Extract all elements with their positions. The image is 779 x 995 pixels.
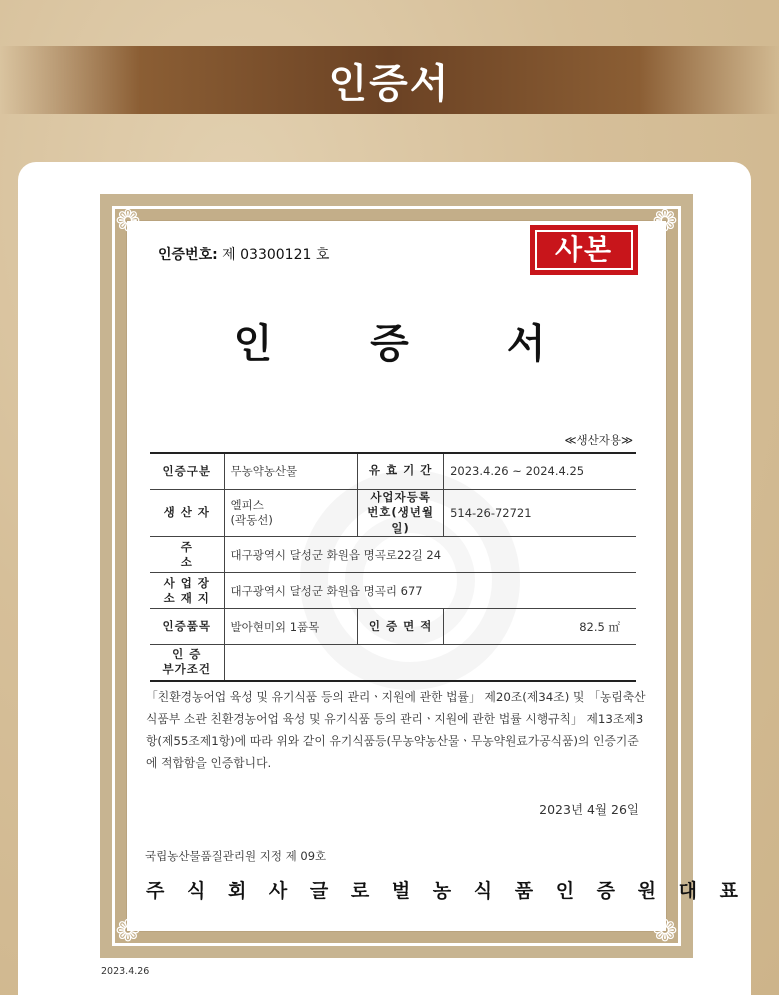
category-note: ≪생산자용≫ <box>564 433 633 447</box>
table-row <box>150 645 636 681</box>
corner-ornament-icon: ❁ <box>652 914 678 949</box>
issue-date: 2023년 4월 26일 <box>539 802 639 817</box>
table-label: 유 효 기 간 <box>358 453 444 489</box>
copy-stamp: 사본 <box>530 225 638 275</box>
table-row <box>150 609 636 645</box>
corner-ornament-icon: ❁ <box>115 914 141 949</box>
table-value: 2023.4.26 ~ 2024.4.25 <box>444 453 636 489</box>
table-label <box>358 489 444 537</box>
certification-statement: 「친환경농어업 육성 및 유기식품 등의 관리ㆍ지원에 관한 법률」 제20조(제34조) 및 「농림축산식품부 소관 친환경농어업 육성 및 유기식품 등의 관리ㆍ지원에 관한 법률 시행규칙」 제13조제3항(제55조제1항)에 따라 위와 같이 유기식품등(무농약농산물ㆍ무농약원료가공식품)의 인증기준에 적합함을 인증합니다. <box>146 690 646 770</box>
corner-ornament-icon: ❁ <box>652 204 678 239</box>
label-line: 번호(생년월일) <box>367 505 434 535</box>
title-banner <box>0 46 779 114</box>
label-line: 사업자등록 <box>370 489 431 504</box>
table-row <box>150 489 636 537</box>
table-label: 생 산 자 <box>150 489 224 537</box>
table-value: 대구광역시 달성군 화원읍 명곡로22길 24 <box>224 537 636 573</box>
photo-date: 2023.4.26 <box>101 966 150 977</box>
table-label: 주 소 <box>150 537 224 573</box>
certificate-number-value: 제 03300121 호 <box>222 247 330 263</box>
table-row <box>150 573 636 609</box>
label-line: 소 재 지 <box>163 590 210 605</box>
table-label: 인 증 면 적 <box>358 609 444 645</box>
table-value <box>224 489 358 537</box>
corner-ornament-icon: ❁ <box>115 204 141 239</box>
producer-representative: (곽동선) <box>230 512 273 527</box>
table-value <box>224 645 636 681</box>
issuer-company: 주 식 회 사 글 로 벌 농 식 품 인 증 원 대 표 <box>146 880 746 902</box>
label-line: 사 업 장 <box>163 575 210 590</box>
certificate-number <box>158 244 329 264</box>
table-value: 514-26-72721 <box>444 489 636 537</box>
table-label <box>150 573 224 609</box>
table-value: 발아현미외 1품목 <box>224 609 358 645</box>
table-value: 대구광역시 달성군 화원읍 명곡리 677 <box>224 573 636 609</box>
certificate-number-label: 인증번호: <box>158 247 218 263</box>
label-line: 부가조건 <box>162 662 211 677</box>
table-label: 인증품목 <box>150 609 224 645</box>
certificate-table <box>150 452 636 682</box>
label-line: 인 증 <box>172 647 202 662</box>
producer-name: 엘피스 <box>230 498 264 513</box>
certificate-title: 인 증 서 <box>233 320 588 367</box>
table-value: 82.5 ㎡ <box>444 609 636 645</box>
banner-title: 인증서 <box>328 60 451 107</box>
table-row <box>150 453 636 489</box>
table-label <box>150 645 224 681</box>
table-label: 인증구분 <box>150 453 224 489</box>
table-row <box>150 537 636 573</box>
table-value: 무농약농산물 <box>224 453 358 489</box>
designation-note: 국립농산물품질관리원 지정 제 09호 <box>145 849 327 863</box>
